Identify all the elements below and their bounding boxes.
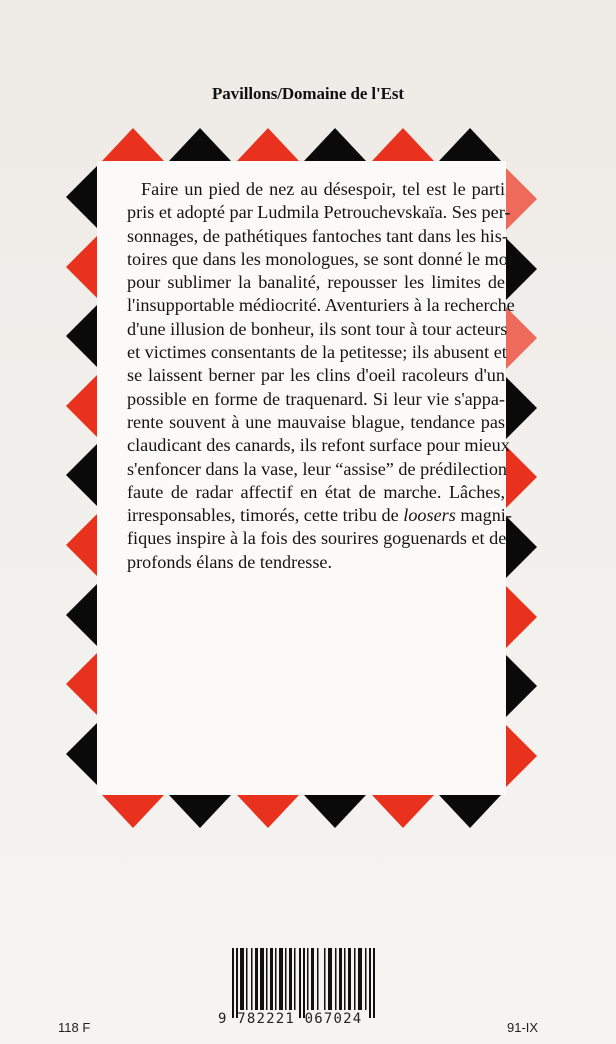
back-cover-blurb (127, 178, 515, 574)
blurb-line (127, 504, 512, 527)
blurb-line: profonds élans de tendresse. (127, 551, 333, 572)
blurb-line: faute de radar affectif en état de marche. Lâches, (127, 481, 505, 502)
price-label: 118 F (58, 1020, 91, 1035)
blurb-line: claudicant des canards, ils refont surface pour mieux (127, 435, 510, 456)
triangle-right-icon (506, 655, 537, 717)
triangle-down-icon (372, 795, 434, 828)
catalog-code: 91-IX (507, 1020, 539, 1035)
triangle-down-icon (169, 795, 231, 828)
triangle-right-icon (506, 586, 537, 648)
triangle-up-icon (102, 128, 164, 161)
triangle-left-icon (66, 444, 97, 506)
blurb-line: pris et adopté par Ludmila Petrouchevskaïa. Ses per- (127, 202, 511, 223)
triangle-right-icon (506, 377, 537, 439)
blurb-line: l'insupportable médiocrité. Aventuriers à la recherche (127, 295, 515, 316)
triangle-left-icon (66, 375, 97, 437)
blurb-line: sonnages, de pathétiques fantoches tant dans les his- (127, 225, 508, 246)
triangle-down-icon (237, 795, 299, 828)
triangle-up-icon (439, 128, 501, 161)
triangle-up-icon (304, 128, 366, 161)
triangle-up-icon (237, 128, 299, 161)
blurb-line: rente souvent à une mauvaise blague, tendance pas (127, 411, 505, 432)
triangle-left-icon (66, 236, 97, 298)
isbn-digits: 9 782221 067024 (218, 1011, 363, 1027)
triangle-up-icon (169, 128, 231, 161)
blurb-line: et victimes consentants de la petitesse; ils abusent et (127, 342, 507, 363)
triangle-down-icon (304, 795, 366, 828)
triangle-right-icon (506, 725, 537, 787)
isbn-barcode (232, 948, 378, 1018)
triangle-right-icon (506, 307, 537, 369)
blurb-line: se laissent berner par les clins d'oeil racoleurs d'un (127, 365, 505, 386)
triangle-right-icon (506, 446, 537, 508)
triangle-right-icon (506, 516, 537, 578)
triangle-left-icon (66, 723, 97, 785)
blurb-line: d'une illusion de bonheur, ils sont tour à tour acteurs (127, 318, 508, 339)
blurb-line: fiques inspire à la fois des sourires goguenards et de (127, 528, 507, 549)
blurb-line: pour sublimer la banalité, repousser les limites de (127, 272, 505, 293)
triangle-up-icon (372, 128, 434, 161)
triangle-left-icon (66, 584, 97, 646)
triangle-down-icon (439, 795, 501, 828)
blurb-line: toires que dans les monologues, se sont donné le mot (127, 248, 513, 269)
triangle-left-icon (66, 653, 97, 715)
triangle-left-icon (66, 305, 97, 367)
triangle-left-icon (66, 166, 97, 228)
blurb-italic-word: loosers (403, 505, 456, 526)
blurb-text: irresponsables, timorés, cette tribu de (127, 505, 404, 526)
triangle-right-icon (506, 168, 537, 230)
blurb-line: possible en forme de traquenard. Si leur vie s'appa- (127, 388, 505, 409)
blurb-line: Faire un pied de nez au désespoir, tel est le parti (141, 179, 505, 199)
triangle-left-icon (66, 514, 97, 576)
blurb-text: magni- (455, 505, 512, 526)
blurb-line: s'enfoncer dans la vase, leur “assise” de prédilection (127, 458, 508, 479)
series-title: Pavillons/Domaine de l'Est (212, 84, 404, 103)
triangle-down-icon (102, 795, 164, 828)
